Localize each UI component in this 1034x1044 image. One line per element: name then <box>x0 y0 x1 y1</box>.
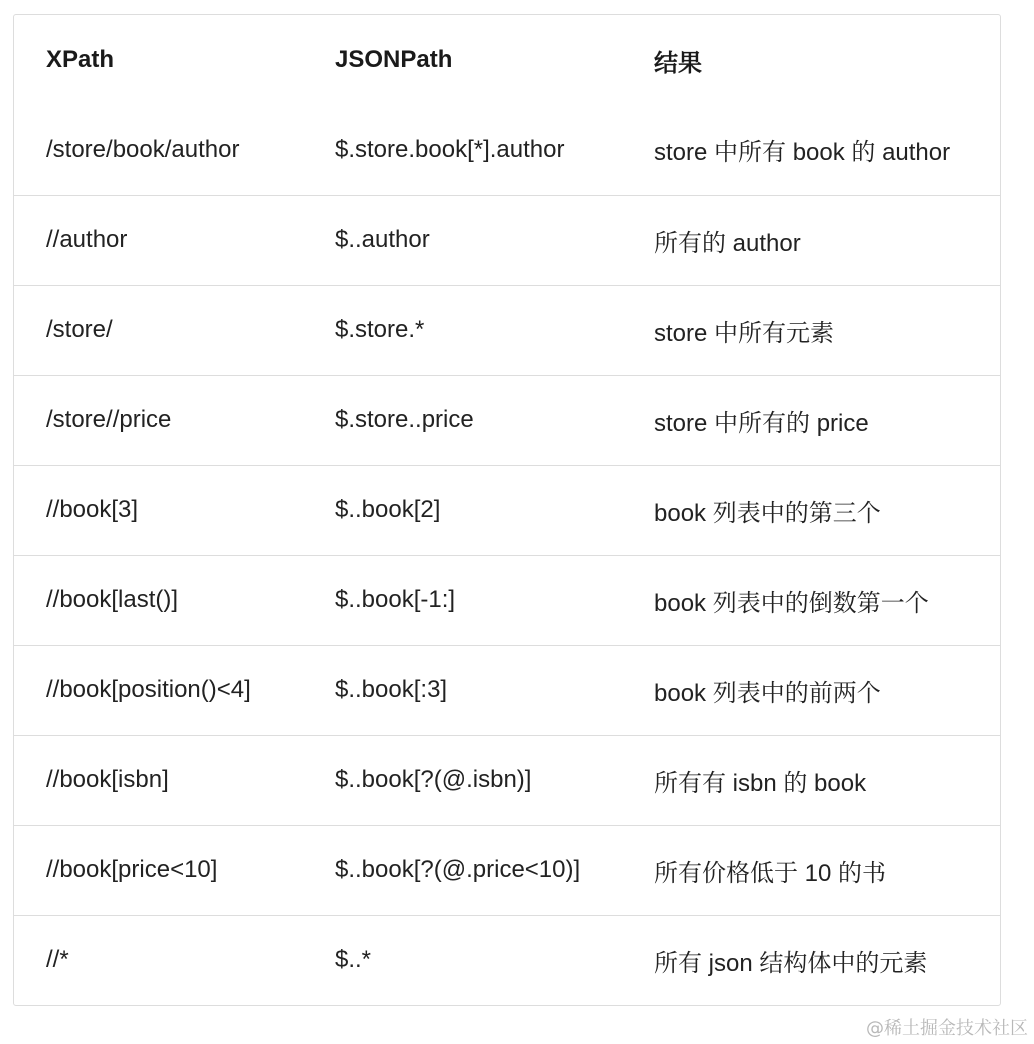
cell-jsonpath: $.store.book[*].author <box>335 135 565 163</box>
xpath-jsonpath-table <box>13 14 1001 1006</box>
cell-result: book 列表中的前两个 <box>622 645 1000 735</box>
cell-xpath: //author <box>14 195 303 285</box>
cell-xpath: /store//price <box>14 375 303 465</box>
cell-jsonpath: $..book[2] <box>303 465 622 555</box>
table-row <box>14 825 1000 915</box>
cell-xpath: //book[isbn] <box>14 735 303 825</box>
cell-result: 所有 json 结构体中的元素 <box>622 915 1000 1005</box>
table-row <box>14 375 1000 465</box>
cell-jsonpath: $..author <box>303 195 622 285</box>
header-result: 结果 <box>654 49 702 77</box>
table-header-row <box>14 15 1000 105</box>
cell-xpath: /store/ <box>14 285 303 375</box>
table-row <box>14 285 1000 375</box>
cell-jsonpath: $..* <box>303 915 622 1005</box>
cell-xpath: //* <box>14 915 303 1005</box>
table-row <box>14 465 1000 555</box>
cell-jsonpath: $..book[-1:] <box>303 555 622 645</box>
cell-result: 所有有 isbn 的 book <box>622 735 1000 825</box>
table-row <box>14 735 1000 825</box>
cell-result: store 中所有的 price <box>622 375 1000 465</box>
cell-result: store 中所有 book 的 author <box>654 139 951 167</box>
cell-result: book 列表中的第三个 <box>622 465 1000 555</box>
table-row <box>14 915 1000 1005</box>
cell-jsonpath: $..book[?(@.price<10)] <box>303 825 622 915</box>
header-jsonpath: JSONPath <box>335 46 453 73</box>
cell-result: store 中所有元素 <box>622 285 1000 375</box>
cell-result: book 列表中的倒数第一个 <box>622 555 1000 645</box>
cell-xpath: //book[3] <box>14 465 303 555</box>
watermark-text: @稀土掘金技术社区 <box>866 1018 1028 1039</box>
cell-xpath: //book[last()] <box>14 555 303 645</box>
table-row <box>14 105 1000 195</box>
cell-xpath: //book[position()<4] <box>14 645 303 735</box>
cell-jsonpath: $..book[?(@.isbn)] <box>303 735 622 825</box>
cell-jsonpath: $..book[:3] <box>303 645 622 735</box>
cell-result: 所有的 author <box>622 195 1000 285</box>
cell-jsonpath: $.store.* <box>303 285 622 375</box>
cell-jsonpath: $.store..price <box>303 375 622 465</box>
cell-result: 所有价格低于 10 的书 <box>622 825 1000 915</box>
header-xpath: XPath <box>46 46 115 73</box>
comparison-table <box>14 15 1000 1005</box>
table-row <box>14 645 1000 735</box>
cell-xpath: /store/book/author <box>46 135 240 163</box>
cell-xpath: //book[price<10] <box>14 825 303 915</box>
table-row <box>14 555 1000 645</box>
table-row <box>14 195 1000 285</box>
